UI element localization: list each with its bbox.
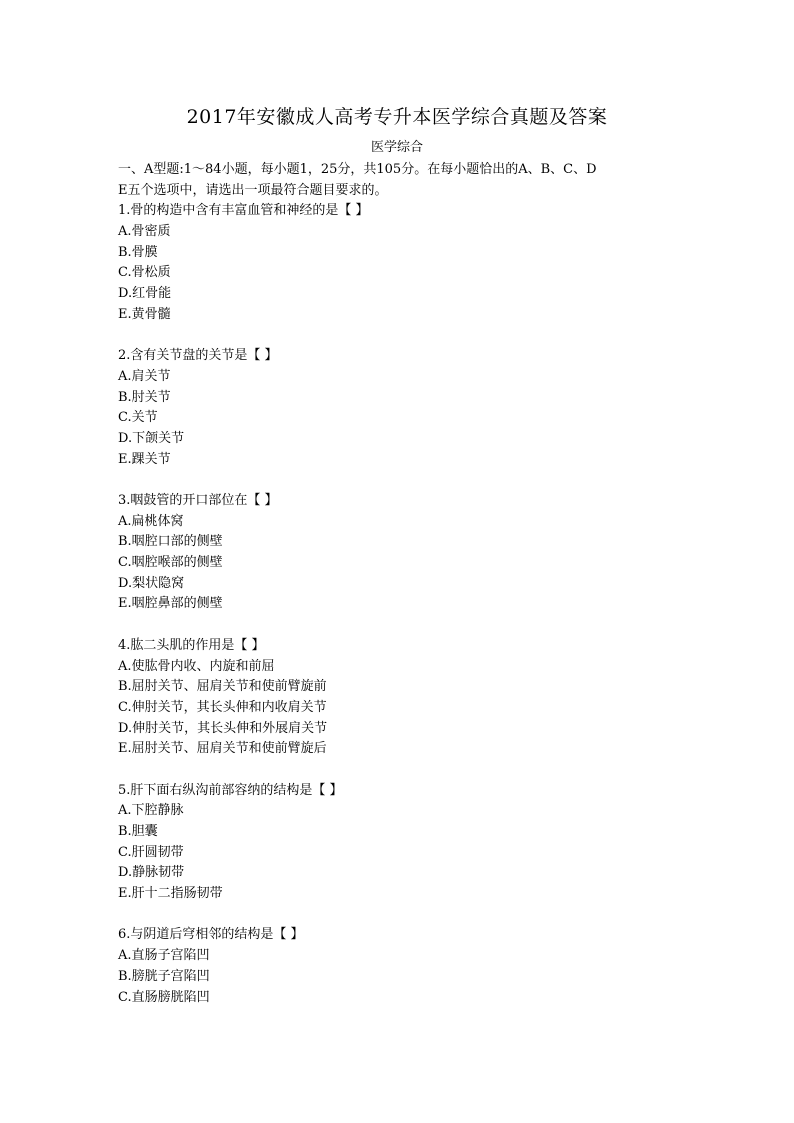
question-option: B.骨膜 — [118, 244, 158, 260]
question-stem: 6.与阴道后穹相邻的结构是【 】 — [118, 927, 304, 943]
question-option: C.骨松质 — [118, 265, 171, 281]
question-option: D.下颌关节 — [118, 430, 185, 446]
question-6 — [118, 925, 638, 1008]
question-2 — [118, 346, 638, 470]
question-option: D.伸肘关节，其长头伸和外展肩关节 — [118, 720, 328, 736]
question-stem: 3.咽鼓管的开口部位在【 】 — [118, 493, 278, 508]
question-option: B.肘关节 — [118, 389, 171, 405]
question-4 — [118, 636, 638, 760]
question-3 — [118, 491, 638, 615]
instructions-line: 一、A型题:1～84小题，每小题1，25分，共105分。在每小题恰出的A、B、C、D — [118, 162, 597, 177]
spacer — [118, 905, 638, 926]
question-5 — [118, 781, 638, 905]
question-option: A.扁桃体窝 — [118, 513, 184, 529]
question-option: C.关节 — [118, 410, 158, 426]
question-1 — [118, 201, 638, 325]
question-option: C.直肠膀胱陷凹 — [118, 989, 210, 1005]
question-option: A.直肠子宫陷凹 — [118, 948, 210, 964]
question-option: E.肝十二指肠韧带 — [118, 886, 223, 902]
instructions-line: E五个选项中，请选出一项最符合题目要求的。 — [118, 182, 388, 198]
question-option: E.黄骨髓 — [118, 306, 171, 322]
question-option: A.使肱骨内收、内旋和前屈 — [118, 658, 275, 674]
question-option: C.咽腔喉部的侧壁 — [118, 555, 223, 571]
question-option: C.伸肘关节，其长头伸和内收肩关节 — [118, 699, 327, 715]
document-subtitle: 医学综合 — [370, 140, 423, 155]
question-option: C.肝圆韧带 — [118, 844, 184, 860]
question-option: B.膀胱子宫陷凹 — [118, 968, 210, 984]
question-option: B.咽腔口部的侧壁 — [118, 534, 223, 550]
question-stem: 5.肝下面右纵沟前部容纳的结构是【 】 — [118, 782, 343, 798]
question-option: D.静脉韧带 — [118, 865, 185, 881]
spacer — [118, 470, 638, 491]
question-option: E.屈肘关节、屈肩关节和使前臂旋后 — [118, 741, 327, 757]
question-option: A.下腔静脉 — [118, 803, 184, 819]
question-option: E.踝关节 — [118, 451, 171, 467]
spacer — [118, 326, 638, 347]
question-stem: 2.含有关节盘的关节是【 】 — [118, 348, 278, 364]
spacer — [118, 615, 638, 636]
question-stem: 4.肱二头肌的作用是【 】 — [118, 637, 265, 653]
document-title: 2017年安徽成人高考专升本医学综合真题及答案 — [186, 106, 608, 128]
question-option: B.胆囊 — [118, 824, 158, 839]
question-option: A.骨密质 — [118, 224, 171, 240]
question-stem: 1.骨的构造中含有丰富血管和神经的是【 】 — [118, 203, 369, 219]
question-option: D.红骨能 — [118, 286, 172, 302]
spacer — [118, 760, 638, 781]
question-option: E.咽腔鼻部的侧壁 — [118, 596, 223, 612]
question-option: B.屈肘关节、屈肩关节和使前臂旋前 — [118, 679, 327, 695]
document-body — [118, 160, 638, 1008]
question-option: D.梨状隐窝 — [118, 575, 185, 591]
question-option: A.肩关节 — [118, 368, 171, 384]
